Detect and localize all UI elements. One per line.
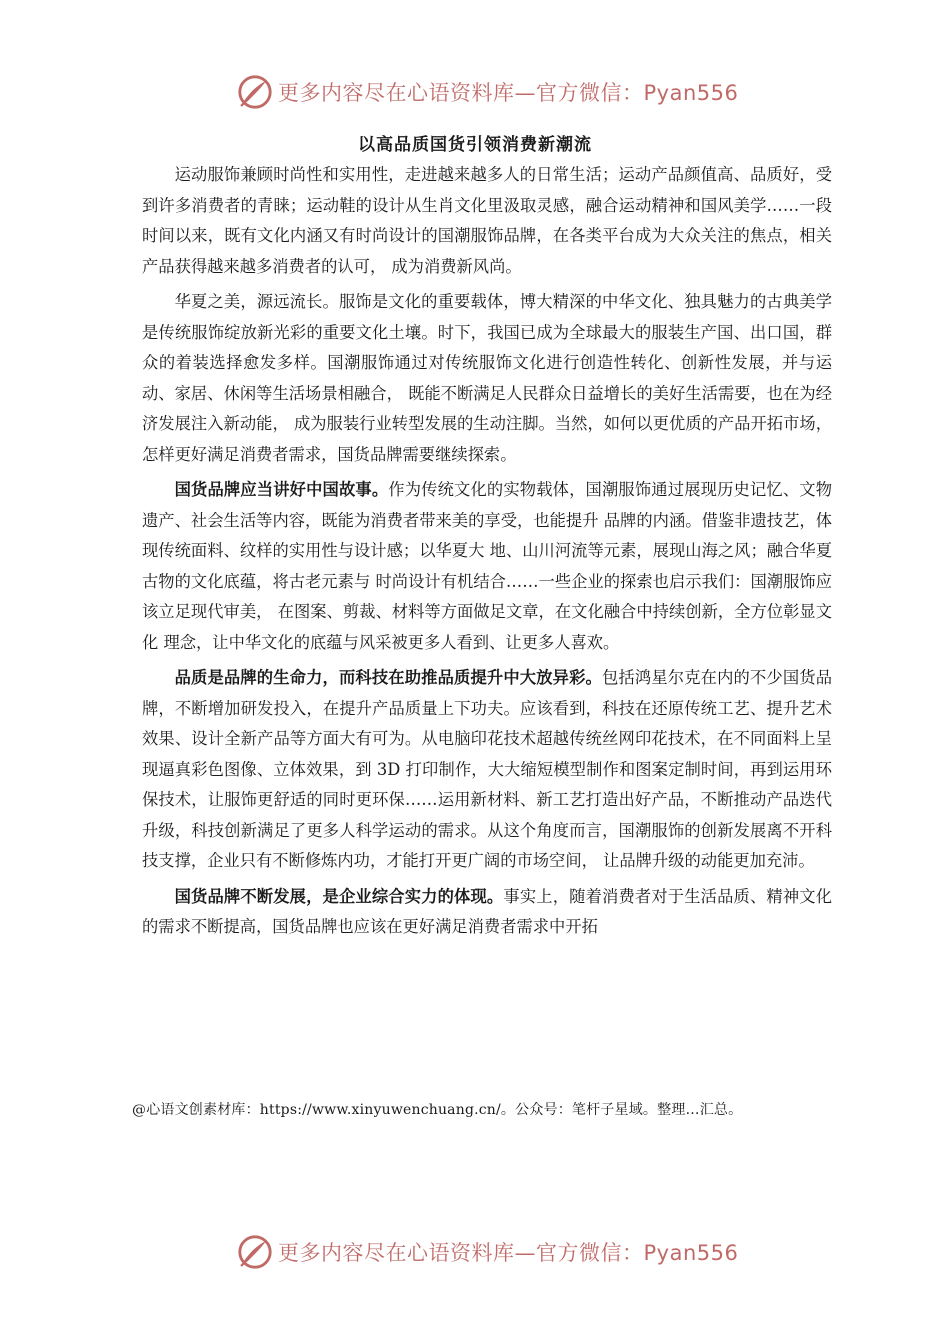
paragraph-text: 事实上，随着消费者对于生活品质、精神文化的需求不断提高，国货品牌也应该在更好满足消费者需求中开拓 <box>142 886 832 936</box>
paragraph-4 <box>142 663 832 877</box>
paragraph-lead: 品质是品牌的生命力，而科技在助推品质提升中大放异彩。 <box>174 668 602 687</box>
paragraph-text: 作为传统文化的实物载体，国潮服饰通过展现历史记忆、文物遗产、社会生活等内容，既能为消费者带来美的享受，也能提升 品牌的内涵。借鉴非遗技艺，体现传统面料、纹样的实用性与设计感；以华夏大 地、山川河流等元素，展现山海之风；融合华夏古物的文化底蕴，将古老元素与 时尚设计有机结合……一些企业的探索也启示我们：国潮服饰应该立足现代审美， 在图案、剪裁、材料等方面做足文章，在文化融合中持续创新，全方位彰显文化 理念，让中华文化的底蕴与风采被更多人看到、让更多人喜欢。 <box>142 480 832 652</box>
paragraph-1 <box>142 160 832 282</box>
header-banner <box>236 72 756 112</box>
feather-quill-logo-icon <box>236 73 274 111</box>
paragraph-lead: 国货品牌应当讲好中国故事。 <box>174 480 389 499</box>
paragraph-5 <box>142 882 832 943</box>
paragraph-3 <box>142 475 832 658</box>
article-title: 以高品质国货引领消费新潮流 <box>358 135 592 155</box>
footer-banner <box>236 1232 756 1272</box>
feather-quill-logo-icon <box>236 1233 274 1271</box>
footer-banner-text: 更多内容尽在心语资料库—官方微信：Pyan556 <box>278 1241 739 1265</box>
paragraph-text: 包括鸿星尔克在内的不少国货品牌，不断增加研发投入，在提升产品质量上下功夫。应该看到，科技在还原传统工艺、提升艺术效果、设计全新产品等方面大有可为。从电脑印花技术超越传统丝网印花技术，在不同面料上呈现逼真彩色图像、立体效果，到 3D 打印制作，大大缩短模型制作和图案定制时间，再到运用环保技术，让服饰更舒适的同时更环保……运用新材料、新工艺打造出好产品，不断推动产品迭代升级，科技创新满足了更多人科学运动的需求。从这个角度而言，国潮服饰的创新发展离不开科技支撑，企业只有不断修炼内功，才能打开更广阔的市场空间， 让品牌升级的动能更加充沛。 <box>142 668 832 870</box>
paragraph-2 <box>142 287 832 470</box>
paragraph-text: 华夏之美，源远流长。服饰是文化的重要载体，博大精深的中华文化、独具魅力的古典美学是传统服饰绽放新光彩的重要文化土壤。时下，我国已成为全球最大的服装生产国、出口国，群众的着装选择愈发多样。国潮服饰通过对传统服饰文化进行创造性转化、创新性发展，并与运动、家居、休闲等生活场景相融合， 既能不断满足人民群众日益增长的美好生活需要，也在为经济发展注入新动能， 成为服装行业转型发展的生动注脚。当然，如何以更优质的产品开拓市场，怎样更好满足消费者需求，国货品牌需要继续探索。 <box>142 292 832 464</box>
source-footnote: @心语文创素材库：https://www.xinyuwenchuang.cn/。公众号：笔杆子星域。整理…汇总。 <box>132 1102 743 1118</box>
paragraph-lead: 国货品牌不断发展，是企业综合实力的体现。 <box>174 886 504 906</box>
header-banner-text: 更多内容尽在心语资料库—官方微信：Pyan556 <box>278 81 739 105</box>
article-body <box>142 160 832 948</box>
paragraph-text: 运动服饰兼顾时尚性和实用性，走进越来越多人的日常生活；运动产品颜值高、品质好，受到许多消费者的青睐；运动鞋的设计从生肖文化里汲取灵感，融合运动精神和国风美学……一段时间以来，既有文化内涵又有时尚设计的国潮服饰品牌，在各类平台成为大众关注的焦点，相关产品获得越来越多消费者的认可， 成为消费新风尚。 <box>142 165 832 276</box>
